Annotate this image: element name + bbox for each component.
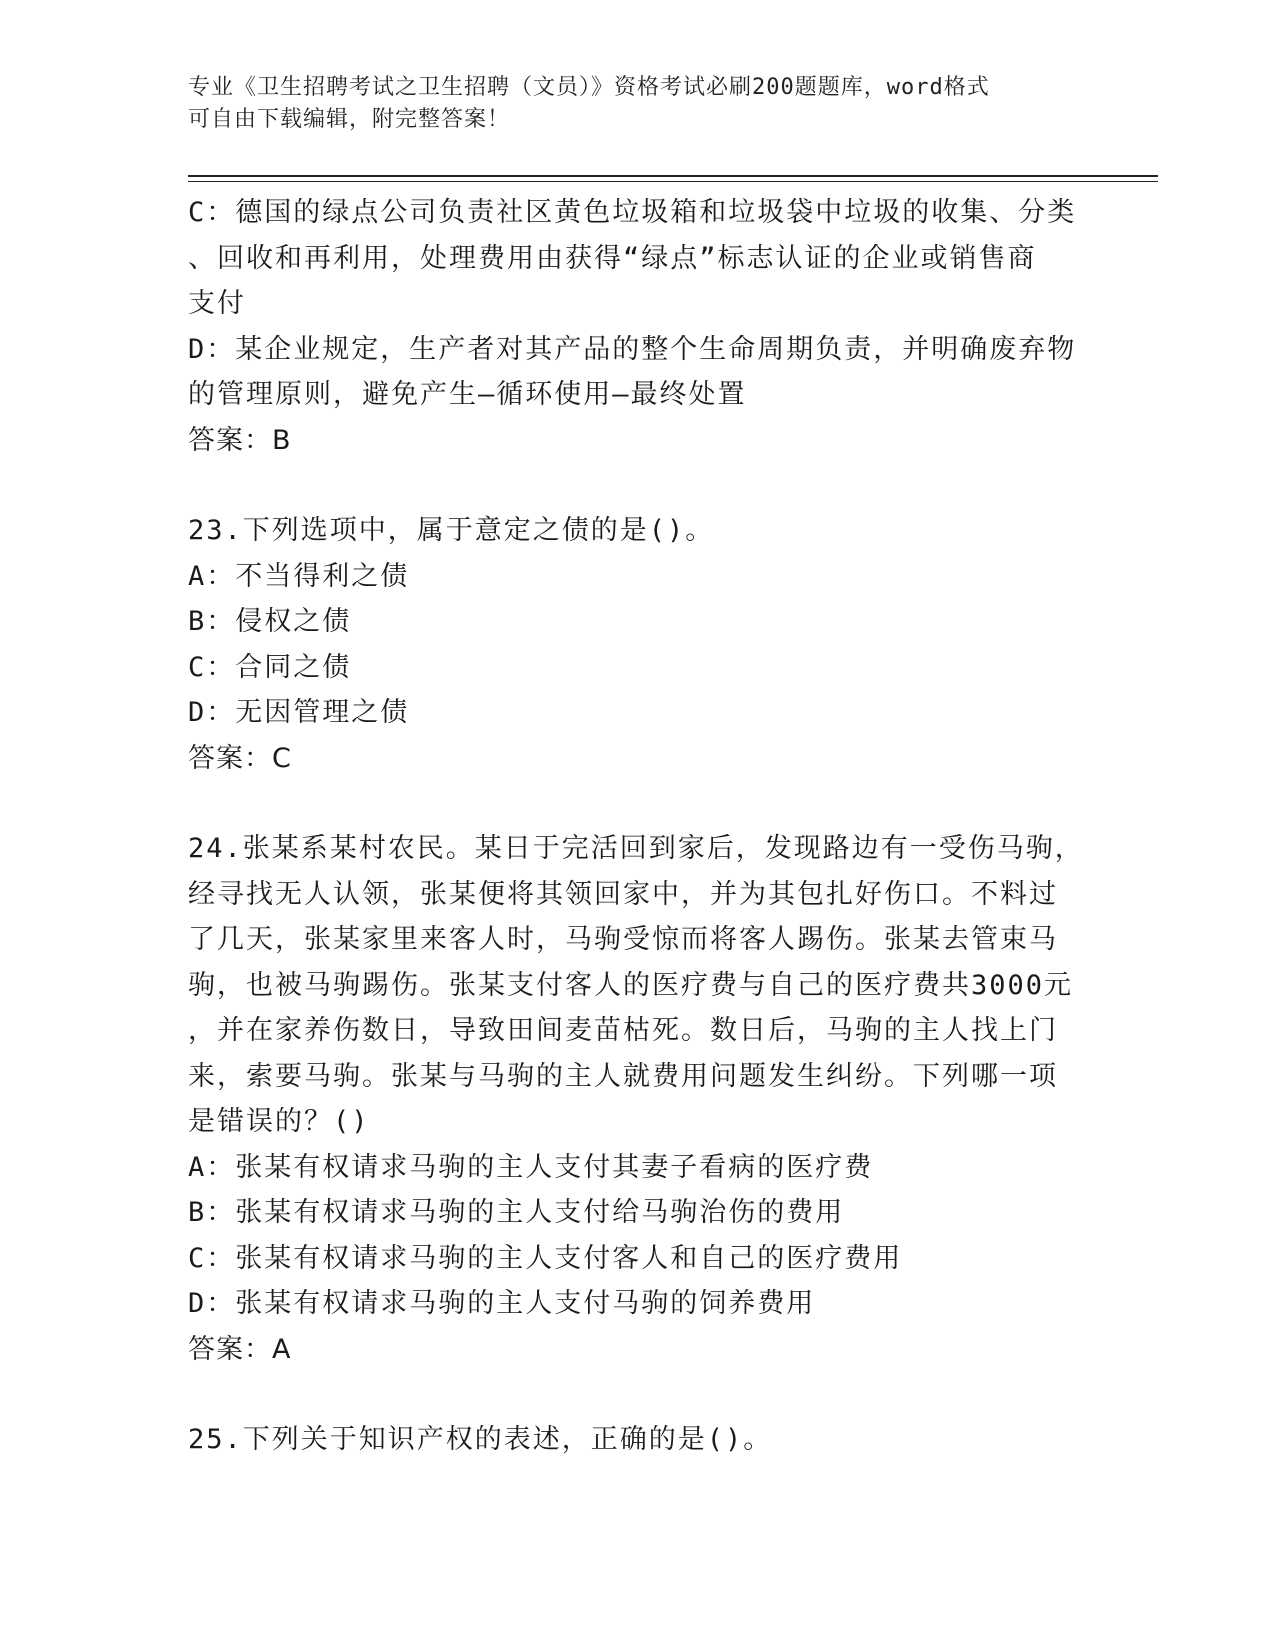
option-d: D：张某有权请求马驹的主人支付马驹的饲养费用 — [188, 1288, 816, 1319]
question-23 — [188, 508, 1088, 781]
question-stem-line: 了几天，张某家里来客人时，马驹受惊而将客人踢伤。张某去管束马 — [188, 924, 1058, 955]
option-d: D：无因管理之债 — [188, 697, 410, 728]
option-b: B：侵权之债 — [188, 606, 352, 637]
document-body — [188, 190, 1088, 1463]
option-b: B：张某有权请求马驹的主人支付给马驹治伤的费用 — [188, 1197, 845, 1228]
option-c-line: C：德国的绿点公司负责社区黄色垃圾箱和垃圾袋中垃圾的收集、分类 — [188, 197, 1077, 228]
question-25 — [188, 1417, 1088, 1463]
option-c: C：合同之债 — [188, 651, 352, 683]
page-header — [188, 72, 1088, 136]
header-rule-thin — [188, 181, 1158, 182]
question-stem-line: 24.张某系某村农民。某日于完活回到家后，发现路边有一受伤马驹， — [188, 833, 1084, 864]
question-24 — [188, 826, 1088, 1372]
option-c: C：张某有权请求马驹的主人支付客人和自己的医疗费用 — [188, 1242, 903, 1274]
question-stem-line: 驹，也被马驹踢伤。张某支付客人的医疗费与自己的医疗费共3000元 — [188, 969, 1074, 1001]
question-22-continuation — [188, 190, 1088, 463]
header-line-2: 可自由下载编辑，附完整答案！ — [188, 107, 511, 132]
question-stem-line: 是错误的？() — [188, 1106, 370, 1137]
header-rule-thick — [188, 175, 1158, 177]
question-stem-line: 来，索要马驹。张某与马驹的主人就费用问题发生纠纷。下列哪一项 — [188, 1060, 1058, 1092]
answer-23: 答案：C — [188, 742, 292, 774]
option-c-line: 、回收和再利用，处理费用由获得“绿点”标志认证的企业或销售商 — [188, 242, 1037, 274]
option-c-line: 支付 — [188, 288, 246, 319]
option-a: A：张某有权请求马驹的主人支付其妻子看病的医疗费 — [188, 1151, 874, 1183]
option-a: A：不当得利之债 — [188, 560, 410, 592]
option-d-line: 的管理原则，避免产生—循环使用—最终处置 — [188, 379, 747, 410]
question-stem-line: ，并在家养伤数日，导致田间麦苗枯死。数日后，马驹的主人找上门 — [188, 1015, 1058, 1046]
answer-24: 答案：A — [188, 1333, 292, 1365]
question-stem-line: 经寻找无人认领，张某便将其领回家中，并为其包扎好伤口。不料过 — [188, 878, 1058, 910]
header-line-1: 专业《卫生招聘考试之卫生招聘（文员）》资格考试必刷200题题库，word格式 — [188, 75, 990, 100]
question-stem: 25.下列关于知识产权的表述，正确的是()。 — [188, 1424, 773, 1455]
answer-22: 答案：B — [188, 424, 292, 456]
option-d-line: D：某企业规定，生产者对其产品的整个生命周期负责，并明确废弃物 — [188, 333, 1077, 365]
question-stem: 23.下列选项中，属于意定之债的是()。 — [188, 515, 715, 546]
